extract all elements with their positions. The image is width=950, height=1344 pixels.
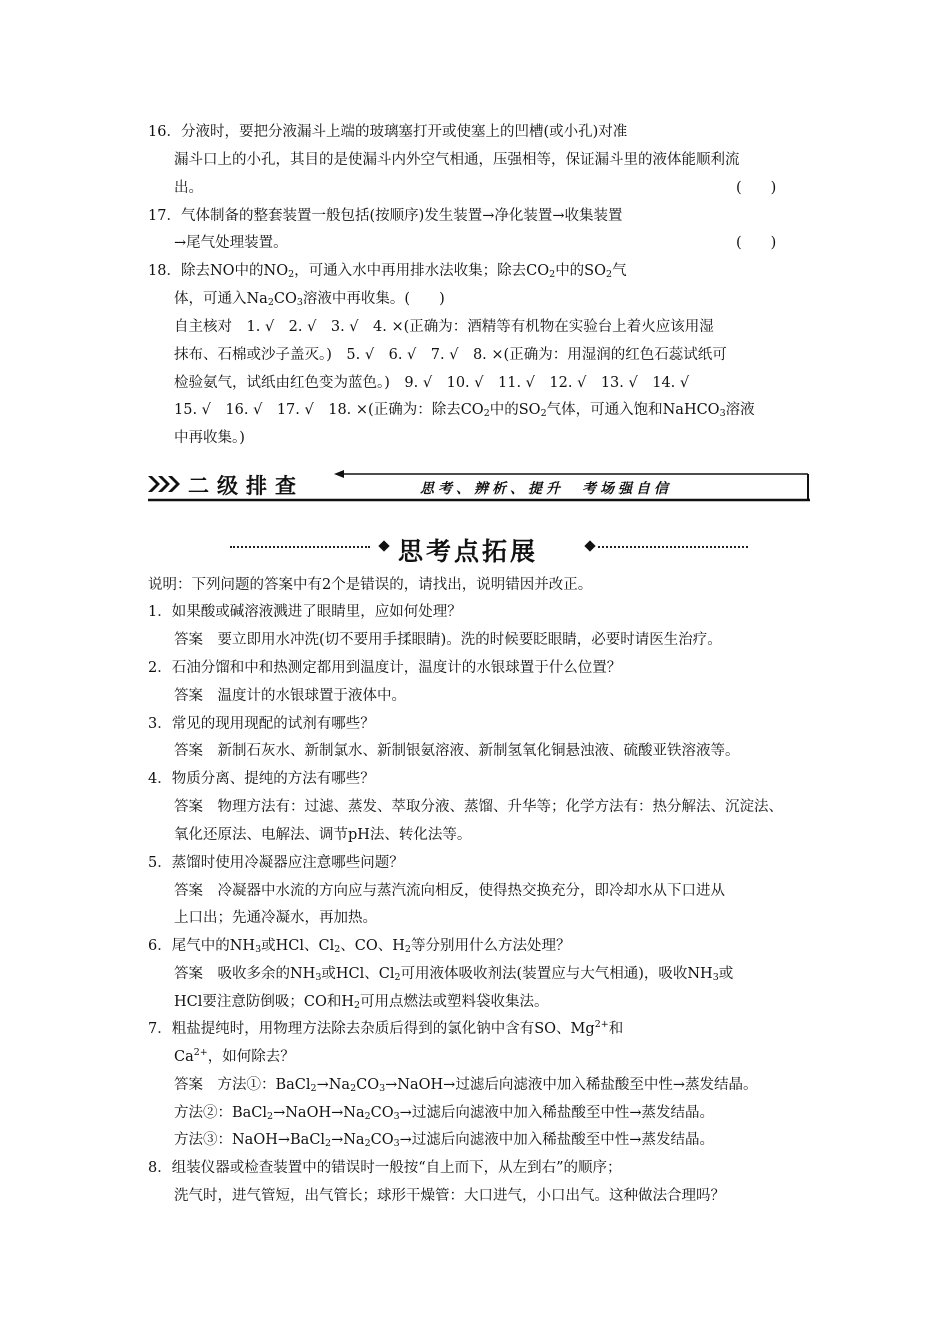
section-heading (0, 532, 950, 566)
p7-method3: 方法③：$NaOH\to BaCl_2\to Na_2CO_3\to$过滤后向滤液中加入稀盐酸至中性→蒸发结晶。 (174, 1132, 714, 1149)
p5-answer-line1: 答案 冷凝器中水流的方向应与蒸汽流向相反，使得热交换充分，即冷却水从下口进从 (174, 883, 725, 899)
p7-question-line2: $Ca^{2+}$，如何除去？ (174, 1047, 295, 1065)
dotted-rule-left (230, 546, 370, 548)
banner-title: 二级排查 (188, 474, 304, 498)
section-title: 思考点拓展 (398, 537, 539, 566)
diamond-icon (378, 540, 389, 551)
banner-subtitle: 思考、辨析、提升 考场强自信 (420, 481, 672, 497)
p8-question-line2: 洗气时，进气管短，出气管长；球形干燥管：大口进气，小口出气。这种做法合理吗？ (174, 1188, 725, 1204)
answers-line2: 抹布、石棉或沙子盖灭。) 5. √ 6. √ 7. √ 8. ×(正确为：用湿润的红色石蕊试纸可 (174, 347, 727, 363)
p3-answer: 答案 新制石灰水、新制氯水、新制银氨溶液、新制氢氧化铜悬浊液、硫酸亚铁溶液等。 (174, 743, 740, 759)
p6-answer-line2: HCl要注意防倒吸；CO和$H_2$可用点燃法或塑料袋收集法。 (174, 994, 549, 1011)
answers-line1: 自主核对 1. √ 2. √ 3. √ 4. ×(正确为：酒精等有机物在实验台上着火应该用湿 (174, 319, 714, 335)
section-banner (148, 466, 814, 506)
arrow-left-icon (334, 470, 344, 478)
intro-note: 说明：下列问题的答案中有2个是错误的，请找出，说明错因并改正。 (148, 577, 593, 593)
answers-line3: 检验氨气，试纸由红色变为蓝色。) 9. √ 10. √ 11. √ 12. √ 13. √ 14. √ (174, 375, 690, 391)
q16-answer-blank: ( ) (736, 180, 777, 196)
answers-line5: 中再收集。) (174, 430, 245, 446)
q18-line1: 18．除去NO中的$NO_2$，可通入水中再用排水法收集；除去$CO_2$中的$SO_2$气 (148, 263, 627, 280)
p6-question: 6．尾气中的$NH_3$或HCl、$Cl_2$、CO、$H_2$等分别用什么方法处理？ (148, 938, 571, 955)
p2-question: 2．石油分馏和中和热测定都用到温度计，温度计的水银球置于什么位置？ (148, 660, 622, 676)
p5-question: 5．蒸馏时使用冷凝器应注意哪些问题？ (148, 855, 404, 871)
answers-line4: 15. √ 16. √ 17. √ 18. ×(正确为：除去$CO_2$中的$SO_2$气体，可通入饱和NaHCO$_3$溶液 (174, 402, 755, 419)
p8-question-line1: 8．组装仪器或检查装置中的错误时一般按“自上而下，从左到右”的顺序； (148, 1160, 622, 1176)
p6-answer-line1: 答案 吸收多余的$NH_3$或HCl、$Cl_2$可用液体吸收剂法(装置应与大气相通)，吸收$NH_3$或 (174, 966, 734, 983)
q17-line2: →尾气处理装置。 (174, 235, 288, 251)
p4-answer-line2: 氧化还原法、电解法、调节pH法、转化法等。 (174, 827, 472, 843)
p7-question-line1: 7．粗盐提纯时，用物理方法除去杂质后得到的氯化钠中含有SO、$Mg^{2+}$和 (148, 1019, 624, 1037)
diamond-icon (584, 540, 595, 551)
q17-answer-blank: ( ) (736, 235, 777, 251)
p5-answer-line2: 上口出；先通冷凝水，再加热。 (174, 910, 377, 926)
q18-line2: 体，可通入$Na_2CO_3$溶液中再收集。( ) (174, 291, 445, 308)
p2-answer: 答案 温度计的水银球置于液体中。 (174, 688, 406, 704)
q16-line1: 16．分液时，要把分液漏斗上端的玻璃塞打开或使塞上的凹槽(或小孔)对准 (148, 124, 628, 140)
p3-question: 3．常见的现用现配的试剂有哪些？ (148, 716, 375, 732)
chevron-icon (148, 476, 160, 492)
p1-question: 1．如果酸或碱溶液溅进了眼睛里，应如何处理？ (148, 604, 462, 620)
p1-answer: 答案 要立即用水冲洗(切不要用手揉眼睛)。洗的时候要眨眼睛，必要时请医生治疗。 (174, 632, 722, 648)
q16-line2: 漏斗口上的小孔，其目的是使漏斗内外空气相通，压强相等，保证漏斗里的液体能顺利流 (174, 152, 740, 168)
p7-method2: 方法②：$BaCl_2\to NaOH\to Na_2CO_3\to$过滤后向滤液中加入稀盐酸至中性→蒸发结晶。 (174, 1105, 714, 1122)
q17-line1: 17．气体制备的整套装置一般包括(按顺序)发生装置→净化装置→收集装置 (148, 208, 623, 224)
q16-line3: 出。 (174, 180, 203, 196)
p7-method1: 答案 方法①：$BaCl_2\to Na_2CO_3\to NaOH\to$过滤后向滤液中加入稀盐酸至中性→蒸发结晶。 (174, 1077, 758, 1094)
p4-question: 4．物质分离、提纯的方法有哪些？ (148, 771, 375, 787)
dotted-rule-right (598, 546, 748, 548)
p4-answer-line1: 答案 物理方法有：过滤、蒸发、萃取分液、蒸馏、升华等；化学方法有：热分解法、沉淀法、 (174, 799, 783, 815)
